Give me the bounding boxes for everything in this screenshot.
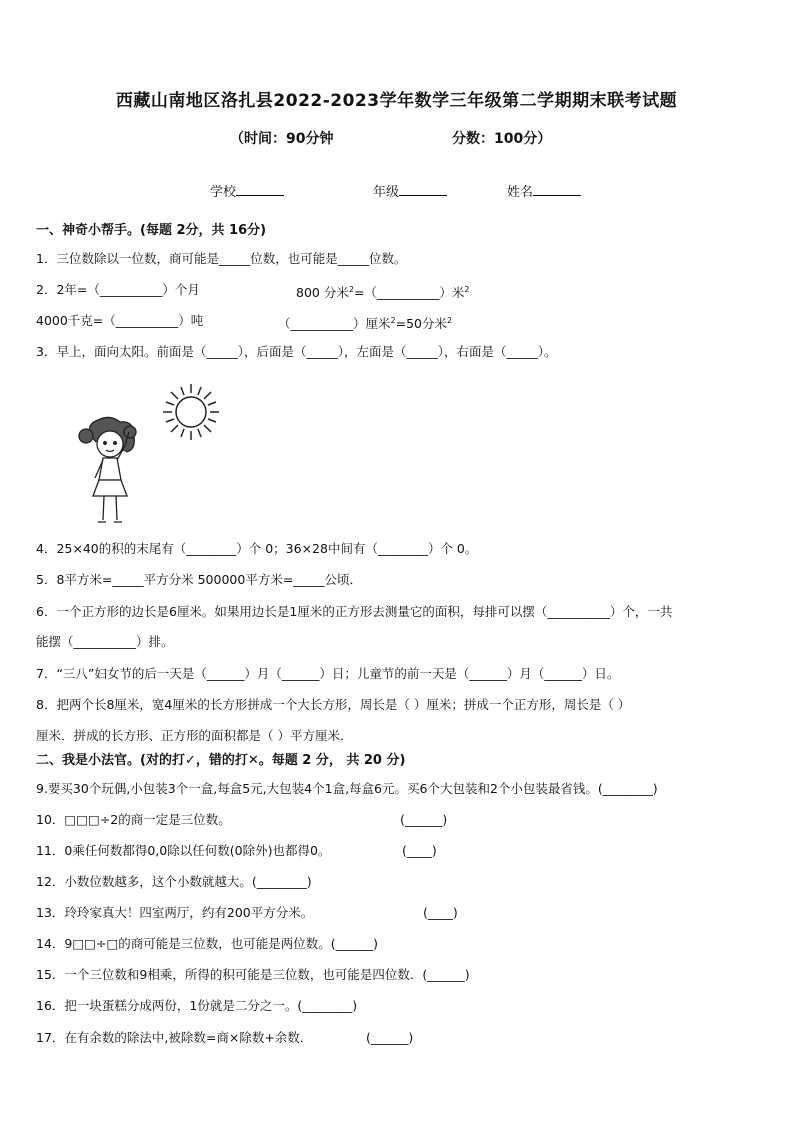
grade-blank <box>399 183 447 196</box>
section-2-heading: 二、我是小法官。(对的打✓，错的打✕。每题 2 分， 共 20 分) <box>36 753 406 768</box>
q2b-text-2: =（__________）米 <box>353 285 465 301</box>
q2d-text-2: =50分米 <box>395 316 447 332</box>
q2d-sup: 2 <box>390 316 396 325</box>
girl-and-sun-illustration <box>36 374 246 532</box>
question-17-answer: (______) <box>366 1030 414 1045</box>
question-2-d <box>278 313 452 332</box>
grade-field <box>373 181 447 200</box>
question-13: 13．玲玲家真大！四室两厅，约有200平方分米。 <box>36 905 314 920</box>
name-label: 姓名 <box>507 185 534 200</box>
name-blank <box>533 183 581 196</box>
question-17: 17．在有余数的除法中,被除数=商×除数+余数． <box>36 1030 313 1045</box>
question-6-line-2: 能摆（__________）排。 <box>36 634 174 649</box>
question-9: 9.要买30个玩偶,小包装3个一盒,每盒5元,大包装4个1盒,每盒6元。买6个大包装和2个小包装最省钱。(________) <box>36 781 658 796</box>
q2b-sup: 2 <box>348 285 354 294</box>
question-2-b <box>296 282 470 301</box>
q2b-sup-2: 2 <box>464 285 470 294</box>
question-5: 5．8平方米=_____平方分米 500000平方米=_____公顷． <box>36 572 363 587</box>
question-3: 3．早上，面向太阳。前面是（_____），后面是（_____），左面是（_____），右面是（_____）。 <box>36 344 557 359</box>
question-7: 7．“三八”妇女节的后一天是（______）月（______）日；儿童节的前一天是（______）月（______）日。 <box>36 666 620 681</box>
question-4: 4．25×40的积的末尾有（________）个 0；36×28中间有（________）个 0。 <box>36 541 478 556</box>
school-label: 学校 <box>210 185 237 200</box>
school-field <box>210 181 284 200</box>
q2d-text: （__________）厘米 <box>278 316 391 332</box>
name-field <box>507 181 581 200</box>
sun-icon <box>163 384 219 440</box>
grade-label: 年级 <box>373 185 400 200</box>
question-10-answer: (______) <box>400 812 448 827</box>
question-6-line-1: 6．一个正方形的边长是6厘米。如果用边长是1厘米的正方形去测量它的面积，每排可以摆（__________）个，一共 <box>36 604 673 619</box>
question-15: 15．一个三位数和9相乘，所得的积可能是三位数，也可能是四位数．(______) <box>36 967 470 982</box>
exam-title: 西藏山南地区洛扎县2022-2023学年数学三年级第二学期期末联考试题 <box>115 91 678 111</box>
question-10: 10．□□□÷2的商一定是三位数。 <box>36 812 231 827</box>
total-score: 分数：100分） <box>452 131 552 147</box>
question-11: 11．0乘任何数都得0,0除以任何数(0除外)也都得0。 <box>36 843 331 858</box>
time-limit: （时间：90分钟 <box>230 131 334 147</box>
school-blank <box>236 183 284 196</box>
question-8-line-1: 8．把两个长8厘米，宽4厘米的长方形拼成一个大长方形，周长是（ ）厘米；拼成一个正方形，周长是（ ） <box>36 697 631 712</box>
question-14: 14．9□□÷□的商可能是三位数，也可能是两位数。(______) <box>36 936 379 951</box>
question-8-line-2: 厘米．拼成的长方形、正方形的面积都是（ ）平方厘米． <box>36 728 353 743</box>
question-13-answer: (____) <box>423 905 458 920</box>
question-12: 12．小数位数越多，这个小数就越大。(________) <box>36 874 312 889</box>
question-1: 1．三位数除以一位数，商可能是_____位数，也可能是_____位数。 <box>36 251 407 266</box>
girl-figure <box>79 417 136 522</box>
question-11-answer: (____) <box>402 843 437 858</box>
question-2-c: 4000千克=（__________）吨 <box>36 313 204 328</box>
q2d-sup-2: 2 <box>447 316 453 325</box>
q2b-text: 800 分米 <box>296 285 349 301</box>
section-1-heading: 一、神奇小帮手。(每题 2分，共 16分) <box>36 223 267 238</box>
question-2-a: 2．2年=（__________）个月 <box>36 282 200 297</box>
question-16: 16．把一块蛋糕分成两份，1份就是二分之一。(________) <box>36 998 358 1013</box>
